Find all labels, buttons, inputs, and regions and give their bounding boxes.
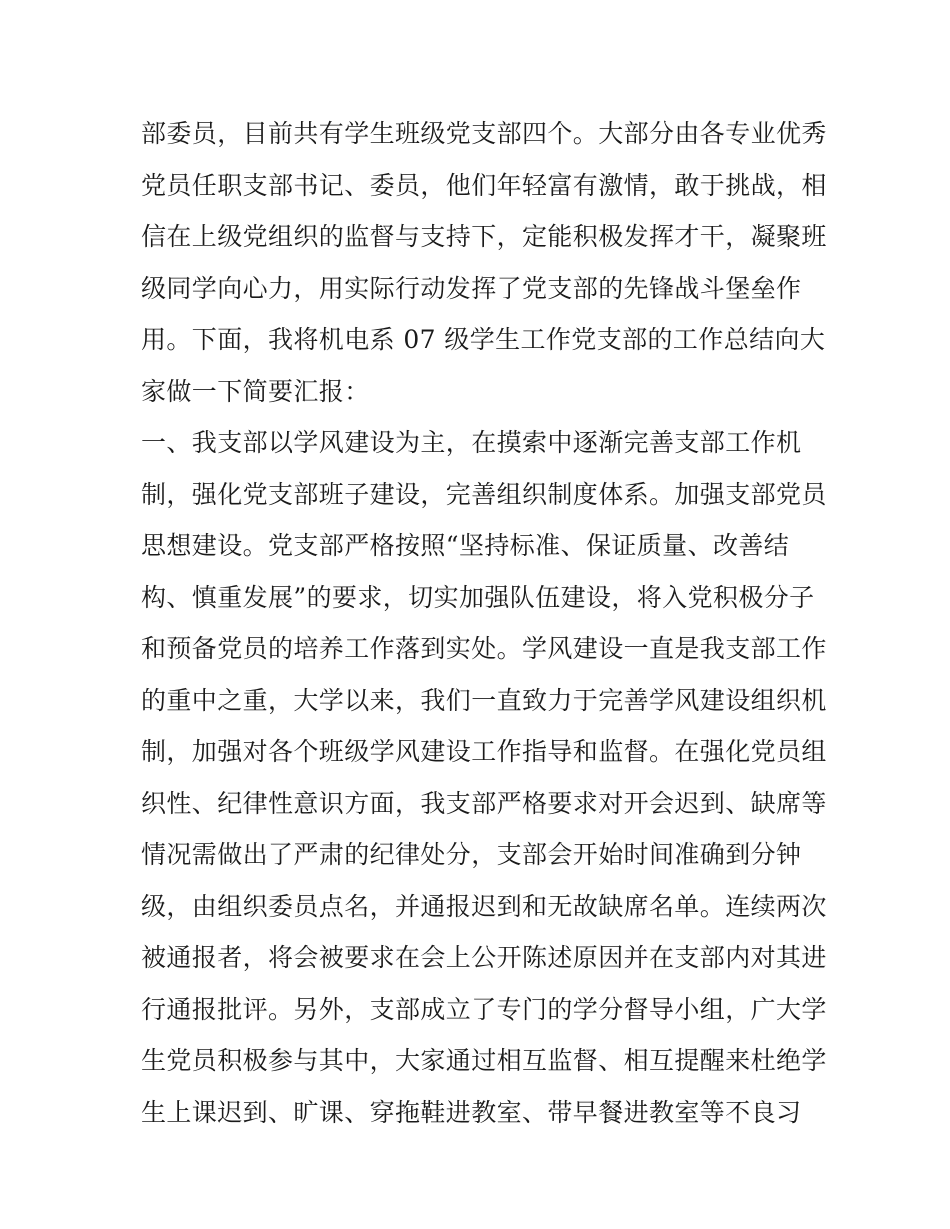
text-line: 制，强化党支部班子建设，完善组织制度体系。加强支部党员 [141, 479, 827, 509]
text-line: 制，加强对各个班级学风建设工作指导和监督。在强化党员组 [141, 737, 827, 766]
text-line: 一、我支部以学风建设为主，在摸索中逐渐完善支部工作机 [141, 428, 802, 457]
text-line: 用。下面，我将机电系 07 级学生工作党支部的工作总结向大 [141, 325, 826, 354]
text-line: 的重中之重，大学以来，我们一直致力于完善学风建设组织机 [141, 685, 827, 715]
text-line: 和预备党员的培养工作落到实处。学风建设一直是我支部工作 [141, 634, 827, 663]
text-line: 级，由组织委员点名，并通报迟到和无故缺席名单。连续两次 [141, 891, 827, 921]
text-line: 生党员积极参与其中，大家通过相互监督、相互提醒来杜绝学 [141, 1046, 827, 1075]
text-line: 部委员，目前共有学生班级党支部四个。大部分由各专业优秀 [141, 119, 827, 148]
text-line: 信在上级党组织的监督与支持下，定能积极发挥才干，凝聚班 [141, 222, 827, 251]
text-line: 党员任职支部书记、委员，他们年轻富有激情，敢于挑战，相 [141, 170, 827, 200]
text-line: 构、慎重发展”的要求，切实加强队伍建设，将入党积极分子 [141, 582, 815, 612]
text-line: 行通报批评。另外，支部成立了专门的学分督导小组，广大学 [141, 994, 827, 1024]
text-line: 家做一下简要汇报： [141, 376, 370, 406]
text-line: 生上课迟到、旷课、穿拖鞋进教室、带早餐进教室等不良习 [141, 1097, 802, 1127]
text-line: 思想建设。党支部严格按照“坚持标准、保证质量、改善结 [141, 531, 790, 560]
body-text [141, 108, 827, 1138]
text-line: 被通报者，将会被要求在会上公开陈述原因并在支部内对其进 [141, 943, 827, 972]
text-line: 情况需做出了严肃的纪律处分，支部会开始时间准确到分钟 [141, 840, 802, 869]
text-line: 级同学向心力，用实际行动发挥了党支部的先锋战斗堡垒作 [141, 273, 802, 303]
text-line: 织性、纪律性意识方面，我支部严格要求对开会迟到、缺席等 [141, 788, 827, 818]
